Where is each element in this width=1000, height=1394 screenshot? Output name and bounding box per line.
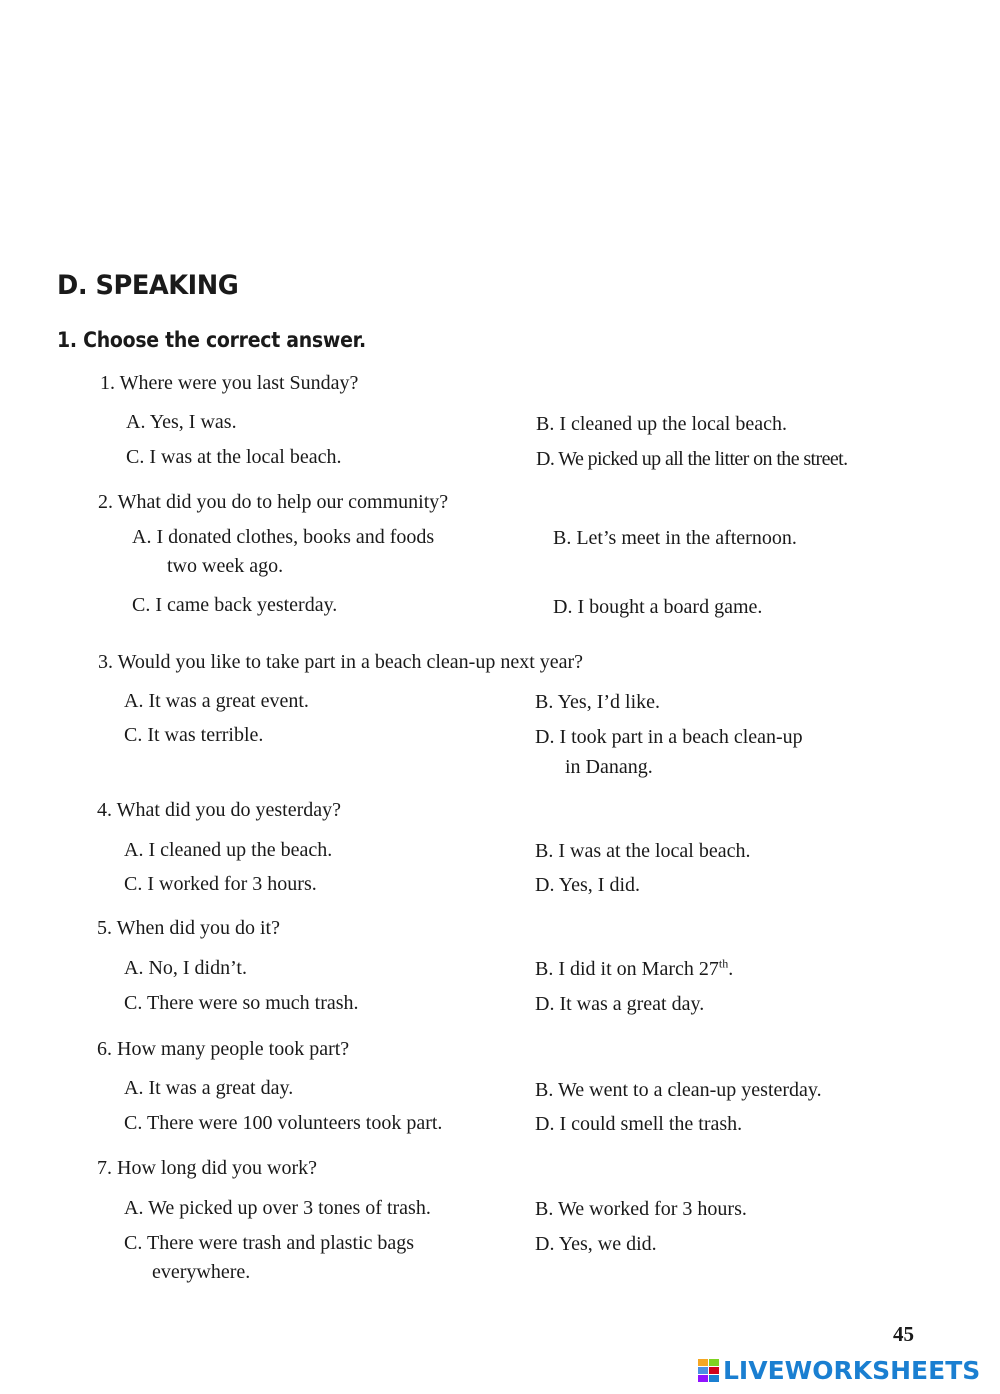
q5-option-b[interactable] <box>535 955 733 983</box>
instruction: 1. Choose the correct answer. <box>57 328 366 352</box>
q3-option-c[interactable]: C. It was terrible. <box>124 724 264 746</box>
q4-option-b[interactable]: B. I was at the local beach. <box>535 840 751 862</box>
liveworksheets-watermark <box>698 1356 980 1385</box>
watermark-text: LIVEWORKSHEETS <box>723 1356 981 1385</box>
q5-option-a[interactable]: A. No, I didn’t. <box>124 957 247 979</box>
q4-option-d[interactable]: D. Yes, I did. <box>535 874 641 896</box>
question-2: 2. What did you do to help our community? <box>98 491 449 513</box>
q2-option-a[interactable]: A. I donated clothes, books and foods <box>132 526 435 548</box>
question-7: 7. How long did you work? <box>97 1157 317 1179</box>
q3-option-b[interactable]: B. Yes, I’d like. <box>535 691 661 713</box>
q7-option-b[interactable]: B. We worked for 3 hours. <box>535 1198 747 1220</box>
q3-option-d[interactable]: D. I took part in a beach clean-up <box>535 726 803 748</box>
q4-option-c[interactable]: C. I worked for 3 hours. <box>124 873 317 895</box>
q6-option-b[interactable]: B. We went to a clean-up yesterday. <box>535 1079 822 1101</box>
q2-option-d[interactable]: D. I bought a board game. <box>553 596 763 618</box>
question-4: 4. What did you do yesterday? <box>97 799 342 821</box>
liveworksheets-logo-icon <box>698 1359 720 1383</box>
q2-option-a-continued[interactable]: two week ago. <box>167 555 284 577</box>
q6-option-d[interactable]: D. I could smell the trash. <box>535 1113 743 1135</box>
q1-option-d[interactable]: D. We picked up all the litter on the street. <box>536 448 848 470</box>
question-6: 6. How many people took part? <box>97 1038 350 1060</box>
q6-option-c[interactable]: C. There were 100 volunteers took part. <box>124 1112 443 1134</box>
q5-option-c[interactable]: C. There were so much trash. <box>124 992 359 1014</box>
q7-option-d[interactable]: D. Yes, we did. <box>535 1233 657 1255</box>
q2-option-b[interactable]: B. Let’s meet in the afternoon. <box>553 527 797 549</box>
q3-option-d-continued[interactable]: in Danang. <box>565 756 653 778</box>
q5-option-b-period: . <box>728 958 734 980</box>
page-number: 45 <box>893 1322 914 1346</box>
q7-option-a[interactable]: A. We picked up over 3 tones of trash. <box>124 1197 431 1219</box>
q5-option-b-text: B. I did it on March 27 <box>535 958 719 980</box>
q7-option-c-continued[interactable]: everywhere. <box>152 1261 251 1283</box>
question-5: 5. When did you do it? <box>97 917 280 939</box>
question-3: 3. Would you like to take part in a beach clean-up next year? <box>98 651 584 673</box>
question-1: 1. Where were you last Sunday? <box>100 372 359 394</box>
q3-option-a[interactable]: A. It was a great event. <box>124 690 309 712</box>
q1-option-a[interactable]: A. Yes, I was. <box>126 411 237 433</box>
q4-option-a[interactable]: A. I cleaned up the beach. <box>124 839 333 861</box>
q6-option-a[interactable]: A. It was a great day. <box>124 1077 294 1099</box>
q1-option-c[interactable]: C. I was at the local beach. <box>126 446 342 468</box>
q2-option-c[interactable]: C. I came back yesterday. <box>132 594 338 616</box>
q5-option-b-superscript: th <box>718 956 729 971</box>
q7-option-c[interactable]: C. There were trash and plastic bags <box>124 1232 415 1254</box>
q1-option-b[interactable]: B. I cleaned up the local beach. <box>536 413 787 435</box>
section-title: D. SPEAKING <box>57 270 239 301</box>
q5-option-d[interactable]: D. It was a great day. <box>535 993 705 1015</box>
